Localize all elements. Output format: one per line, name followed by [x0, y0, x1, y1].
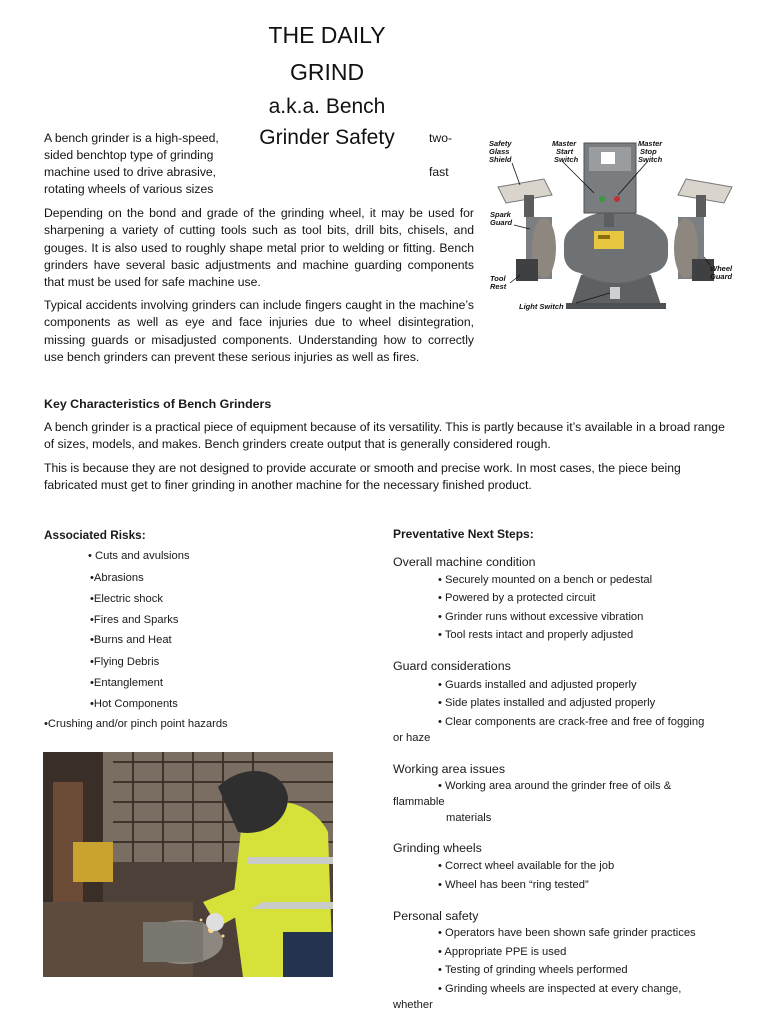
working-area-heading: Working area issues	[393, 762, 506, 776]
label-light-switch: Light Switch	[519, 302, 564, 311]
personal-safety-heading: Personal safety	[393, 909, 479, 923]
intro-line-2: sided benchtop type of grinding	[44, 148, 214, 162]
worker-grinding-illustration	[43, 752, 333, 977]
intro-line-1-right: two-	[429, 131, 453, 145]
risk-item: •Crushing and/or pinch point hazards	[44, 718, 228, 730]
label-tool-rest-2: Rest	[490, 282, 507, 291]
overall-item: • Securely mounted on a bench or pedestal	[438, 574, 653, 586]
working-area-wrap-2: materials	[446, 812, 492, 824]
overall-condition-heading: Overall machine condition	[393, 555, 536, 569]
intro-line-3-right: fast	[429, 165, 449, 179]
risk-item: •Hot Components	[90, 698, 178, 710]
preventative-steps-heading: Preventative Next Steps:	[393, 527, 534, 541]
personal-safety-item: • Appropriate PPE is used	[438, 946, 567, 958]
key-characteristics-heading: Key Characteristics of Bench Grinders	[44, 397, 272, 411]
guard-item-wrap: or haze	[393, 732, 431, 744]
personal-safety-item: • Grinding wheels are inspected at every change,	[438, 983, 682, 995]
risk-item: •Burns and Heat	[90, 634, 172, 646]
label-spark-guard-1: Spark	[490, 210, 511, 219]
label-master-stop-3: Switch	[638, 155, 663, 164]
page-title-line-1: THE DAILY	[268, 22, 386, 48]
bench-grinder-diagram	[486, 137, 746, 317]
grinding-wheels-heading: Grinding wheels	[393, 841, 482, 855]
guard-item: • Side plates installed and adjusted properly	[438, 697, 656, 709]
risk-item: •Electric shock	[90, 593, 163, 605]
page-subtitle-line-1: a.k.a. Bench	[268, 95, 386, 118]
label-master-stop-1: Master	[638, 139, 663, 148]
risk-item: •Abrasions	[90, 572, 144, 584]
risk-item: •Flying Debris	[90, 656, 160, 668]
paragraph-typical-accidents: Typical accidents involving grinders can include fingers caught in the machine’s components as well as eye and face injuries due to wheel disintegration, missing guards or misadjusted components. Understanding how to correctly use bench grinders can prevent these serious injuries as well as fires.	[44, 298, 474, 364]
label-tool-rest-1: Tool	[490, 274, 506, 283]
personal-safety-item: • Operators have been shown safe grinder practices	[438, 927, 696, 939]
label-wheel-guard-1: Wheel	[710, 264, 733, 273]
intro-line-3: machine used to drive abrasive,	[44, 165, 217, 179]
risk-item: •Entanglement	[90, 677, 163, 689]
grinding-wheels-item: • Correct wheel available for the job	[438, 860, 615, 872]
label-master-stop-2: Stop	[640, 147, 657, 156]
overall-item: • Grinder runs without excessive vibration	[438, 611, 644, 623]
key-characteristics-paragraph-1: A bench grinder is a practical piece of equipment because of its versatility. This is partly because it’s available in a broad range of sizes, models, and makes. Bench grinders create output that is generally considered rough.	[44, 420, 725, 452]
guard-item: • Guards installed and adjusted properly	[438, 679, 637, 691]
working-area-item: • Working area around the grinder free of oils &	[438, 780, 672, 792]
associated-risks-heading: Associated Risks:	[44, 528, 146, 542]
label-safety-glass-2: Glass	[489, 147, 510, 156]
overall-item: • Tool rests intact and properly adjusted	[438, 629, 634, 641]
page-subtitle-line-2: Grinder Safety	[259, 126, 395, 149]
label-master-start-3: Switch	[554, 155, 579, 164]
label-spark-guard-2: Guard	[490, 218, 513, 227]
worker-grinding-photo	[43, 752, 333, 977]
personal-safety-item: • Testing of grinding wheels performed	[438, 964, 628, 976]
grinding-wheels-item: • Wheel has been “ring tested”	[438, 879, 589, 891]
label-safety-glass-1: Safety	[489, 139, 512, 148]
paragraph-bond-grade: Depending on the bond and grade of the grinding wheel, it may be used for sharpening a variety of cutting tools such as tool bits, drill bits, chisels, and gouges. It is also used to roughly shape metal prior to welding or fitting. Bench grinders have several basic adjustments and machine guarding components that must be used for safe machine use.	[44, 206, 474, 290]
label-master-start-2: Start	[556, 147, 574, 156]
label-wheel-guard-2: Guard	[710, 272, 733, 281]
label-master-start-1: Master	[552, 139, 577, 148]
guard-item: • Clear components are crack-free and free of fogging	[438, 716, 705, 728]
risk-item: •Fires and Sparks	[90, 614, 179, 626]
intro-line-1: A bench grinder is a high-speed,	[44, 131, 219, 145]
guard-considerations-heading: Guard considerations	[393, 659, 511, 673]
risk-item: • Cuts and avulsions	[88, 550, 190, 562]
working-area-wrap-1: flammable	[393, 796, 445, 808]
bench-grinder-illustration	[486, 137, 746, 317]
page-title-line-2: GRIND	[289, 59, 365, 85]
intro-line-4: rotating wheels of various sizes	[44, 182, 214, 196]
personal-safety-wrap: whether	[393, 999, 433, 1011]
key-characteristics-paragraph-2: This is because they are not designed to provide accurate or smooth and precise work. In most cases, the piece being fabricated must get to finer grinding in another machine for the necessary finished product.	[44, 461, 681, 493]
label-safety-glass-3: Shield	[489, 155, 512, 164]
overall-item: • Powered by a protected circuit	[438, 592, 596, 604]
